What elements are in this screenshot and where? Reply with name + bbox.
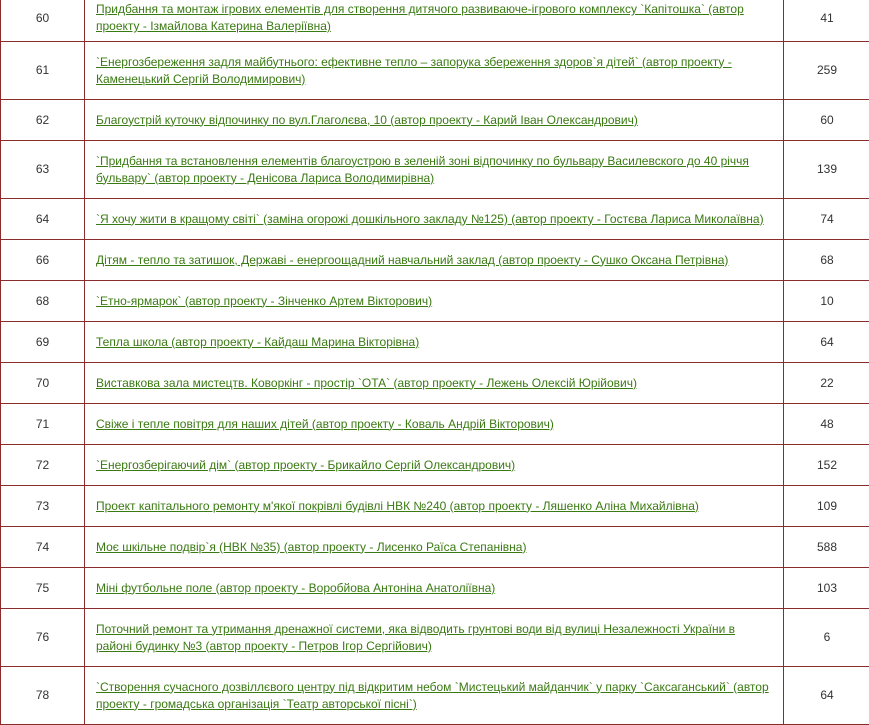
project-title-cell (85, 667, 784, 725)
project-votes: 139 (784, 141, 869, 199)
project-votes: 109 (784, 486, 869, 527)
project-votes: 74 (784, 199, 869, 240)
project-title-cell (85, 240, 784, 281)
table-row (1, 486, 869, 527)
table-row (1, 527, 869, 568)
project-number: 66 (1, 240, 85, 281)
project-link[interactable]: `Створення сучасного дозвіллєвого центру під відкритим небом `Мистецький майданчик` у парку `Саксаганський` (автор проекту - громадська організація `Театр авторської пісні`) (96, 680, 769, 711)
table-row (1, 568, 869, 609)
table-row (1, 609, 869, 667)
project-votes: 6 (784, 609, 869, 667)
project-title-cell (85, 527, 784, 568)
project-votes: 588 (784, 527, 869, 568)
project-link[interactable]: `Енергозберігаючий дім` (автор проекту - Брикайло Сергій Олександрович) (96, 458, 515, 472)
project-title-cell (85, 0, 784, 42)
project-votes: 60 (784, 100, 869, 141)
table-row (1, 199, 869, 240)
table-row (1, 240, 869, 281)
project-number: 73 (1, 486, 85, 527)
project-number: 64 (1, 199, 85, 240)
projects-table-body (1, 0, 869, 725)
project-number: 69 (1, 322, 85, 363)
project-votes: 152 (784, 445, 869, 486)
project-number: 60 (1, 0, 85, 42)
project-title-cell (85, 363, 784, 404)
project-number: 61 (1, 42, 85, 100)
project-title-cell (85, 199, 784, 240)
table-row (1, 42, 869, 100)
project-link[interactable]: `Я хочу жити в кращому світі` (заміна огорожі дошкільного закладу №125) (автор проекту - Гостєва Лариса Миколаївна) (96, 212, 764, 226)
project-title-cell (85, 42, 784, 100)
project-votes: 64 (784, 322, 869, 363)
project-number: 62 (1, 100, 85, 141)
table-row (1, 0, 869, 42)
project-votes: 41 (784, 0, 869, 42)
project-number: 70 (1, 363, 85, 404)
project-number: 78 (1, 667, 85, 725)
project-number: 72 (1, 445, 85, 486)
project-number: 76 (1, 609, 85, 667)
project-title-cell (85, 609, 784, 667)
table-row (1, 141, 869, 199)
table-row (1, 667, 869, 725)
project-link[interactable]: Тепла школа (автор проекту - Кайдаш Марина Вікторівна) (96, 335, 419, 349)
project-number: 63 (1, 141, 85, 199)
project-title-cell (85, 568, 784, 609)
project-link[interactable]: `Енергозбереження задля майбутнього: ефективне тепло – запорука збереження здоров`я дітей` (автор проекту - Каменецький Сергій Володимирович) (96, 55, 732, 86)
table-row (1, 322, 869, 363)
project-title-cell (85, 445, 784, 486)
table-row (1, 404, 869, 445)
project-link[interactable]: Придбання та монтаж ігрових елементів для створення дитячого развиваюче-ігрового комплексу `Капітошка` (автор проекту - Ізмайлова Катерина Валеріївна) (96, 2, 744, 33)
project-link[interactable]: Виставкова зала мистецтв. Коворкінг - простір `ОТА` (автор проекту - Лежень Олексій Юрійович) (96, 376, 637, 390)
project-title-cell (85, 322, 784, 363)
project-number: 74 (1, 527, 85, 568)
project-votes: 259 (784, 42, 869, 100)
table-row (1, 100, 869, 141)
project-link[interactable]: Проект капітального ремонту м'якої покрівлі будівлі НВК №240 (автор проекту - Ляшенко Аліна Михайлівна) (96, 499, 699, 513)
project-number: 68 (1, 281, 85, 322)
table-row (1, 445, 869, 486)
project-number: 71 (1, 404, 85, 445)
project-votes: 10 (784, 281, 869, 322)
project-title-cell (85, 404, 784, 445)
project-link[interactable]: Благоустрій куточку відпочинку по вул.Глаголєва, 10 (автор проекту - Карий Іван Олександрович) (96, 113, 638, 127)
project-link[interactable]: Моє шкільне подвір`я (НВК №35) (автор проекту - Лисенко Раїса Степанівна) (96, 540, 526, 554)
project-votes: 68 (784, 240, 869, 281)
project-number: 75 (1, 568, 85, 609)
project-title-cell (85, 141, 784, 199)
table-row (1, 363, 869, 404)
project-link[interactable]: Свіже і тепле повітря для наших дітей (автор проекту - Коваль Андрій Вікторович) (96, 417, 554, 431)
project-votes: 64 (784, 667, 869, 725)
project-votes: 103 (784, 568, 869, 609)
project-title-cell (85, 486, 784, 527)
project-link[interactable]: Дітям - тепло та затишок, Державі - енергоощадний навчальний заклад (автор проекту - Сушко Оксана Петрівна) (96, 253, 728, 267)
project-votes: 22 (784, 363, 869, 404)
table-row (1, 281, 869, 322)
project-link[interactable]: `Придбання та встановлення елементів благоустрою в зеленій зоні відпочинку по бульвару Василевского до 40 річчя бульвару` (автор проекту - Денісова Лариса Володимирівна) (96, 154, 749, 185)
project-link[interactable]: `Етно-ярмарок` (автор проекту - Зінченко Артем Вікторович) (96, 294, 432, 308)
project-link[interactable]: Міні футбольне поле (автор проекту - Воробйова Антоніна Анатоліївна) (96, 581, 495, 595)
project-title-cell (85, 100, 784, 141)
project-link[interactable]: Поточний ремонт та утримання дренажної системи, яка відводить грунтові води від вулиці Незалежності України в районі будинку №3 (автор проекту - Петров Ігор Сергійович) (96, 622, 735, 653)
project-votes: 48 (784, 404, 869, 445)
project-title-cell (85, 281, 784, 322)
